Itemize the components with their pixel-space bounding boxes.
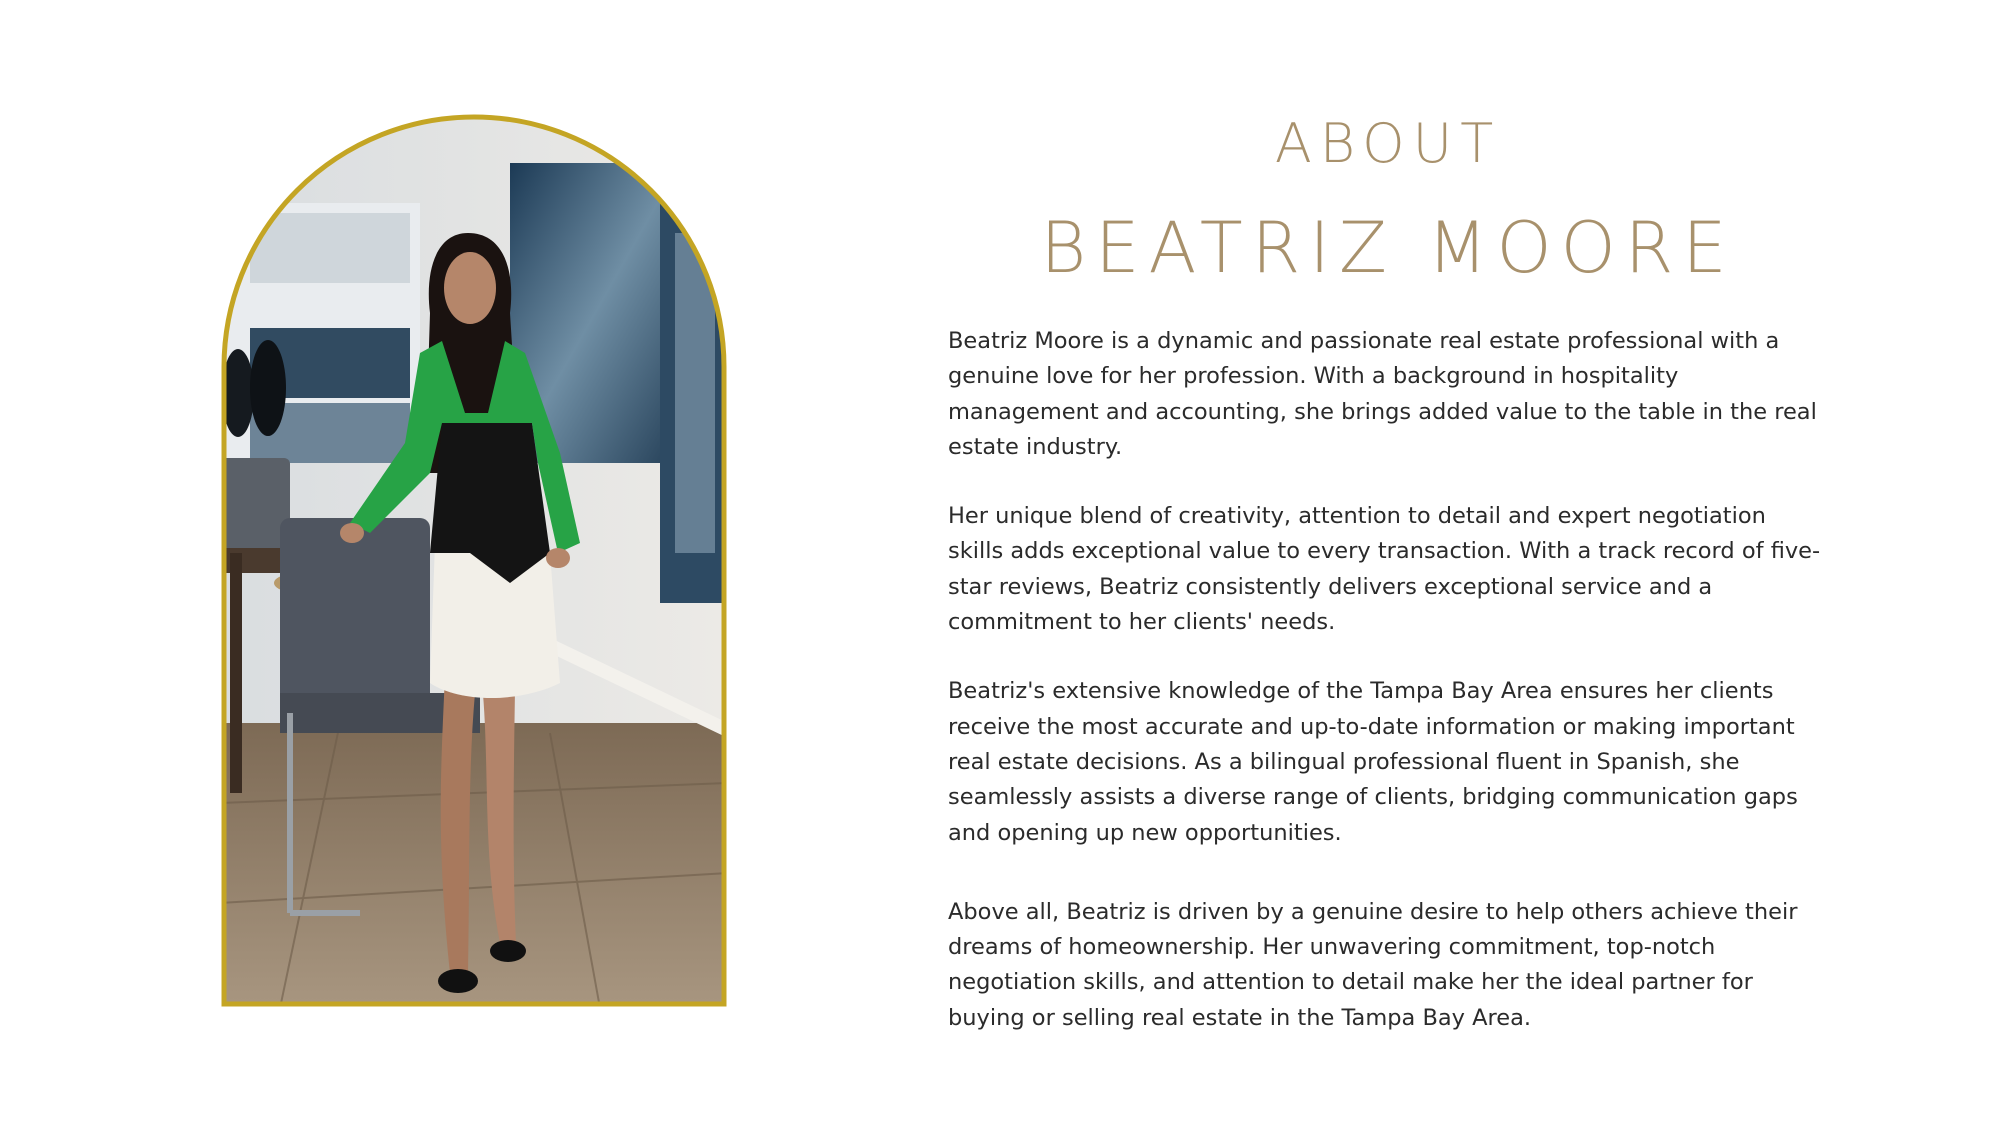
portrait-photo-frame xyxy=(220,113,728,1008)
bio-paragraph-4: Above all, Beatriz is driven by a genuine desire to help others achieve their dreams of homeownership. Her unwavering commitment, top-notch negotiation skills, and attention to detail make her the ideal partner for buying or selling real estate in the Tampa Bay Area. xyxy=(948,898,1798,1031)
bio-paragraph-3: Beatriz's extensive knowledge of the Tampa Bay Area ensures her clients receive the most accurate and up-to-date information or making important real estate decisions. As a bilingual professional fluent in Spanish, she seamlessly assists a diverse range of clients, bridging communication gaps and opening up new opportunities. xyxy=(948,678,1798,846)
bio-paragraph-1: Beatriz Moore is a dynamic and passionate real estate professional with a genuine love for her profession. With a background in hospitality management and accounting, she brings added value to the table in the real estate industry. xyxy=(948,328,1817,460)
bio-paragraph-2: Her unique blend of creativity, attention to detail and expert negotiation skills adds exceptional value to every transaction. With a track record of five-star reviews, Beatriz consistently delivers exceptional service and a commitment to her clients' needs. xyxy=(948,503,1821,636)
page-title: BEATRIZ MOORE xyxy=(1040,207,1736,289)
section-eyebrow: ABOUT xyxy=(1274,112,1502,175)
bio-text xyxy=(948,324,1828,1036)
portrait-photo xyxy=(220,113,728,1008)
about-section xyxy=(948,108,1828,1070)
